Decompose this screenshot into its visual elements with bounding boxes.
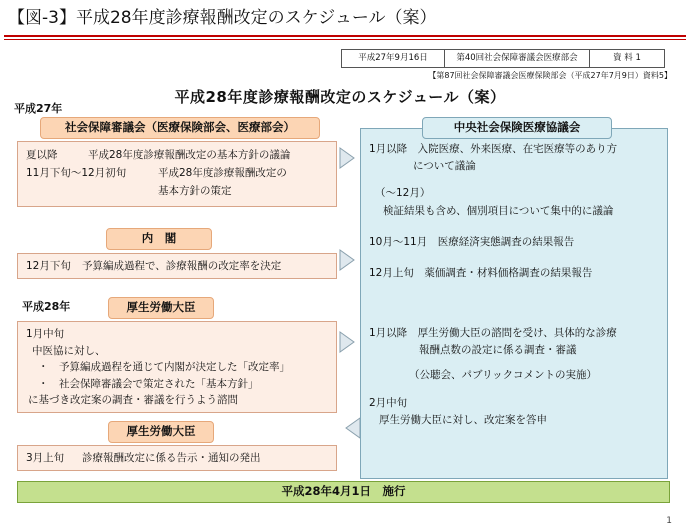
shingikai-box bbox=[17, 141, 337, 207]
shingikai-header bbox=[40, 117, 320, 139]
minister2-when: 3月上旬 bbox=[26, 452, 65, 464]
enforcement-date: 平成28年4月1日 施行 bbox=[281, 484, 406, 498]
chuikyo-panel bbox=[360, 128, 668, 479]
shingikai-row2-when: 11月下旬～12月初旬 bbox=[26, 167, 127, 179]
meta-source-note: 【第87回社会保障審議会医療保険部会（平成27年7月9日）資料5】 bbox=[428, 71, 672, 80]
chuikyo-title: 中央社会保険医療協議会 bbox=[453, 120, 581, 134]
minister1-line-5: に基づき改定案の調査・審議を行うよう諮問 bbox=[28, 394, 238, 406]
minister2-title: 厚生労働大臣 bbox=[126, 424, 196, 438]
chuikyo-item-2b: 検証結果も含め、個別項目について集中的に議論 bbox=[383, 205, 614, 217]
page-title: 【図-3】平成28年度診療報酬改定のスケジュール（案） bbox=[8, 8, 437, 28]
arrow-right-icon bbox=[340, 250, 354, 270]
chuikyo-item-1b: について議論 bbox=[413, 160, 476, 172]
enforcement-date-bar bbox=[17, 481, 670, 503]
minister2-text: 診療報酬改定に係る告示・通知の発出 bbox=[82, 452, 261, 464]
shingikai-row-1 bbox=[26, 146, 328, 164]
chuikyo-item-1a: 1月以降 入院医療、外来医療、在宅医療等のあり方 bbox=[369, 143, 618, 155]
minister-header-1 bbox=[108, 297, 214, 319]
shingikai-row2-text2: 基本方針の策定 bbox=[158, 185, 232, 197]
chuikyo-item-7b: 厚生労働大臣に対し、改定案を答申 bbox=[379, 414, 547, 426]
year-label-h28: 平成28年 bbox=[22, 300, 71, 313]
meta-meeting: 第40回社会保障審議会医療部会 bbox=[456, 53, 578, 63]
minister1-title: 厚生労働大臣 bbox=[126, 300, 196, 314]
chuikyo-item-7a: 2月中旬 bbox=[369, 397, 408, 409]
shingikai-title: 社会保障審議会（医療保険部会、医療部会） bbox=[65, 120, 295, 134]
shingikai-row1-when: 夏以降 bbox=[26, 149, 58, 161]
naikaku-title: 内 閣 bbox=[141, 231, 177, 245]
chuikyo-item-4: 12月上旬 薬価調査・材料価格調査の結果報告 bbox=[369, 267, 593, 279]
naikaku-text: 予算編成過程で、診療報酬の改定率を決定 bbox=[82, 260, 282, 272]
naikaku-when: 12月下旬 bbox=[26, 260, 71, 272]
chuikyo-header bbox=[422, 117, 612, 139]
arrow-left-icon bbox=[346, 418, 360, 438]
schedule-heading: 平成28年度診療報酬改定のスケジュール（案） bbox=[174, 88, 506, 106]
meta-date-box bbox=[341, 49, 445, 68]
arrow-right-icon bbox=[340, 148, 354, 168]
minister1-line-3: ・ 予算編成過程を通じて内閣が決定した「改定率」 bbox=[38, 361, 290, 373]
shingikai-row2-text: 平成28年度診療報酬改定の bbox=[158, 167, 287, 179]
page-title-bar bbox=[4, 2, 686, 36]
minister-box-1 bbox=[17, 321, 337, 413]
minister2-row bbox=[26, 449, 328, 467]
meta-meeting-box bbox=[444, 49, 590, 68]
meta-doc-label: 資 料 1 bbox=[613, 53, 641, 63]
shingikai-row-2 bbox=[26, 164, 328, 182]
minister-box-2 bbox=[17, 445, 337, 471]
meta-date: 平成27年9月16日 bbox=[358, 53, 428, 63]
chuikyo-item-2a: （～12月） bbox=[375, 187, 431, 199]
meta-doc-label-box bbox=[589, 49, 665, 68]
year-label-h27: 平成27年 bbox=[14, 102, 63, 115]
title-underline bbox=[4, 35, 686, 37]
chuikyo-item-5a: 1月以降 厚生労働大臣の諮問を受け、具体的な診療 bbox=[369, 327, 617, 339]
page-number: 1 bbox=[666, 516, 672, 526]
shingikai-row1-text: 平成28年度診療報酬改定の基本方針の議論 bbox=[88, 149, 291, 161]
naikaku-box bbox=[17, 253, 337, 279]
chuikyo-item-3: 10月～11月 医療経済実態調査の結果報告 bbox=[369, 236, 575, 248]
arrow-right-icon bbox=[340, 332, 354, 352]
chuikyo-item-5b: 報酬点数の設定に係る調査・審議 bbox=[419, 344, 577, 356]
minister-header-2 bbox=[108, 421, 214, 443]
chuikyo-item-6: （公聴会、パブリックコメントの実施） bbox=[409, 369, 597, 381]
minister1-line-4: ・ 社会保障審議会で策定された「基本方針」 bbox=[38, 377, 259, 390]
title-underline-thin bbox=[4, 39, 686, 40]
minister1-line-2: 中医協に対し、 bbox=[32, 344, 106, 357]
naikaku-row bbox=[26, 257, 328, 275]
shingikai-row-3 bbox=[26, 182, 328, 200]
minister1-line-1: 1月中旬 bbox=[26, 328, 65, 340]
naikaku-header bbox=[106, 228, 212, 250]
